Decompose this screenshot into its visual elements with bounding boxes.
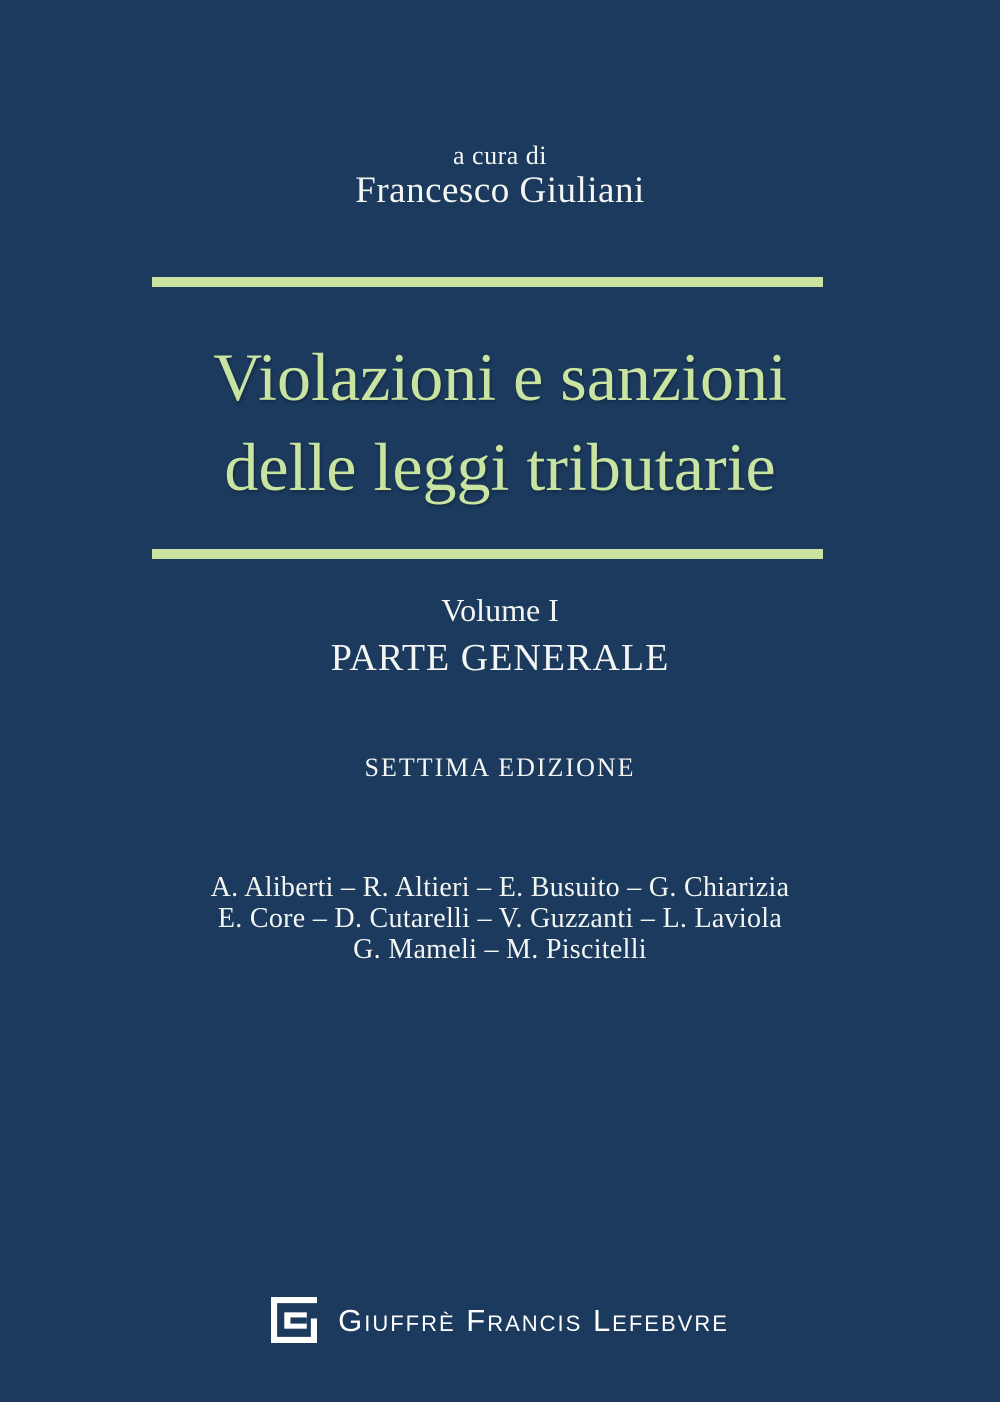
title-line-2: delle leggi tributarie xyxy=(224,429,776,505)
publisher-logo xyxy=(0,1297,1000,1343)
authors-list xyxy=(0,872,1000,965)
top-divider xyxy=(152,277,823,287)
edition-label: SETTIMA EDIZIONE xyxy=(364,753,636,782)
part-title: PARTE GENERALE xyxy=(330,637,670,679)
volume-label: Volume I xyxy=(441,592,559,628)
curated-by-label: a cura di xyxy=(452,141,547,170)
publisher-name: Giuffrè Francis Lefebvre xyxy=(338,1303,729,1338)
title-line-1: Violazioni e sanzioni xyxy=(213,339,787,415)
giuffre-g-icon xyxy=(271,1297,317,1343)
authors-line: E. Core – D. Cutarelli – V. Guzzanti – L. Laviola xyxy=(217,903,783,934)
authors-line: G. Mameli – M. Piscitelli xyxy=(353,934,647,965)
authors-line: A. Aliberti – R. Altieri – E. Busuito – G. Chiarizia xyxy=(210,872,790,903)
book-title xyxy=(0,332,1000,512)
bottom-divider xyxy=(152,549,823,559)
editor-name: Francesco Giuliani xyxy=(355,170,645,211)
